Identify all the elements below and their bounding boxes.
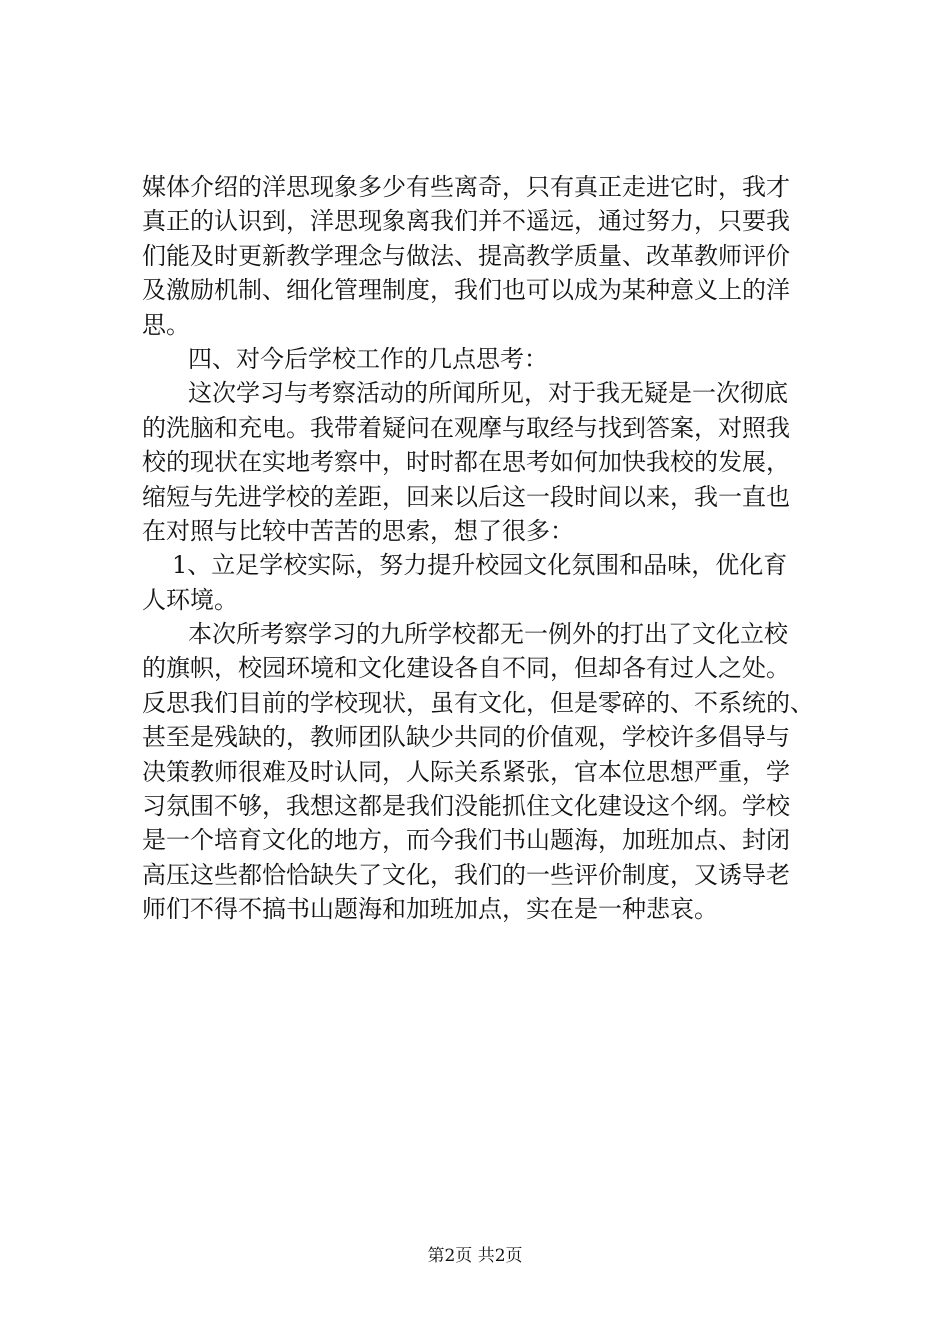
page-footer (0, 1244, 950, 1268)
subsection-heading: 1、立足学校实际，努力提升校园文化氛围和品味，优化育 (172, 551, 788, 580)
text-line: 师们不得不搞书山题海和加班加点，实在是一种悲哀。 (142, 895, 718, 924)
section-heading: 四、对今后学校工作的几点思考： (188, 344, 548, 373)
text-line: 人环境。 (142, 585, 238, 614)
text-line: 真正的认识到，洋思现象离我们并不遥远，通过努力，只要我 (142, 207, 790, 236)
page-number-label: 第2页 共2页 (427, 1246, 523, 1266)
text-line: 甚至是残缺的，教师团队缺少共同的价值观，学校许多倡导与 (142, 723, 790, 752)
paragraph-start-line: 这次学习与考察活动的所闻所见，对于我无疑是一次彻底 (188, 379, 788, 408)
text-line: 决策教师很难及时认同，人际关系紧张，官本位思想严重，学 (142, 757, 790, 786)
text-line: 们能及时更新教学理念与做法、提高教学质量、改革教师评价 (142, 241, 790, 270)
text-line: 校的现状在实地考察中，时时都在思考如何加快我校的发展， (142, 448, 790, 477)
text-line: 思。 (142, 310, 190, 339)
text-line: 及激励机制、细化管理制度，我们也可以成为某种意义上的洋 (142, 276, 790, 305)
text-line: 的旗帜，校园环境和文化建设各自不同，但却各有过人之处。 (142, 654, 790, 683)
text-line: 反思我们目前的学校现状，虽有文化，但是零碎的、不系统的、 (142, 688, 814, 717)
text-line: 习氛围不够，我想这都是我们没能抓住文化建设这个纲。学校 (142, 792, 790, 821)
paragraph-start-line: 本次所考察学习的九所学校都无一例外的打出了文化立校 (188, 620, 788, 649)
text-line: 的洗脑和充电。我带着疑问在观摩与取经与找到答案，对照我 (142, 413, 790, 442)
text-line: 缩短与先进学校的差距，回来以后这一段时间以来，我一直也 (142, 482, 790, 511)
text-line: 是一个培育文化的地方，而今我们书山题海，加班加点、封闭 (142, 826, 790, 855)
text-line: 高压这些都恰恰缺失了文化，我们的一些评价制度，又诱导老 (142, 860, 790, 889)
text-line: 在对照与比较中苦苦的思索，想了很多： (142, 516, 574, 545)
text-line: 媒体介绍的洋思现象多少有些离奇，只有真正走进它时，我才 (142, 173, 790, 201)
document-body (142, 170, 842, 927)
